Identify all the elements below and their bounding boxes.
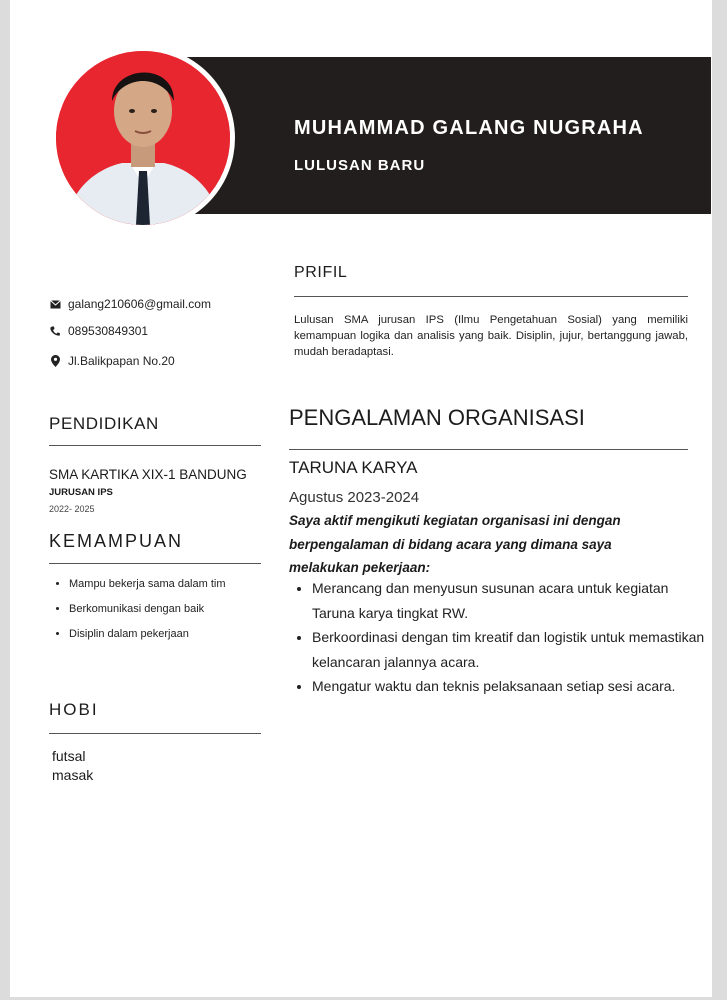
hobbies-list [52, 747, 93, 785]
profile-title: PRIFIL [294, 264, 348, 281]
education-major: JURUSAN IPS [49, 487, 113, 498]
contact-address [48, 354, 175, 368]
list-item: • Mengatur waktu dan teknis pelaksanaan setiap sesi acara. [312, 674, 707, 699]
list-item: • Disiplin dalam pekerjaan [69, 622, 269, 647]
hobbies-divider [49, 733, 261, 734]
contact-email [48, 297, 211, 311]
education-school: SMA KARTIKA XIX-1 BANDUNG [49, 467, 247, 482]
envelope-icon [48, 297, 62, 311]
skills-title: KEMAMPUAN [49, 531, 184, 551]
skills-divider [49, 563, 261, 564]
phone-icon [48, 324, 62, 338]
person-name: MUHAMMAD GALANG NUGRAHA [294, 117, 644, 139]
organization-period: Agustus 2023-2024 [289, 489, 420, 506]
list-item: futsal [52, 748, 86, 764]
organization-duties [290, 576, 707, 699]
organization-name: TARUNA KARYA [289, 458, 418, 477]
location-pin-icon [48, 354, 62, 368]
profile-photo [56, 51, 230, 225]
profile-divider [294, 296, 688, 297]
list-item: • Mampu bekerja sama dalam tim [69, 572, 269, 597]
person-role: LULUSAN BARU [294, 157, 426, 174]
list-item: • Merancang dan menyusun susunan acara untuk kegiatan Taruna karya tingkat RW. [312, 576, 707, 625]
address-text: Jl.Balikpapan No.20 [68, 354, 175, 368]
contact-phone [48, 324, 148, 338]
experience-divider [289, 449, 688, 450]
hobbies-title: HOBI [49, 700, 99, 719]
list-item: • Berkoordinasi dengan tim kreatif dan logistik untuk memastikan kelancaran jalannya acara. [312, 625, 707, 674]
education-divider [49, 445, 261, 446]
experience-title: PENGALAMAN ORGANISASI [289, 405, 585, 430]
list-item: • Berkomunikasi dengan baik [69, 597, 269, 622]
skills-list [49, 572, 269, 647]
list-item: masak [52, 767, 94, 783]
profile-text: Lulusan SMA jurusan IPS (Ilmu Pengetahuan Sosial) yang memiliki kemampuan logika dan analisis yang baik. Disiplin, jujur, bertanggung jawab, mudah beradaptasi. [294, 314, 688, 358]
education-title: PENDIDIKAN [49, 414, 159, 433]
email-text: galang210606@gmail.com [68, 297, 211, 311]
education-years: 2022- 2025 [49, 504, 95, 514]
phone-text: 089530849301 [68, 324, 149, 338]
organization-intro: Saya aktif mengikuti kegiatan organisasi ini dengan berpengalaman di bidang acara yang dimana saya melakukan pekerjaan: [289, 513, 621, 575]
